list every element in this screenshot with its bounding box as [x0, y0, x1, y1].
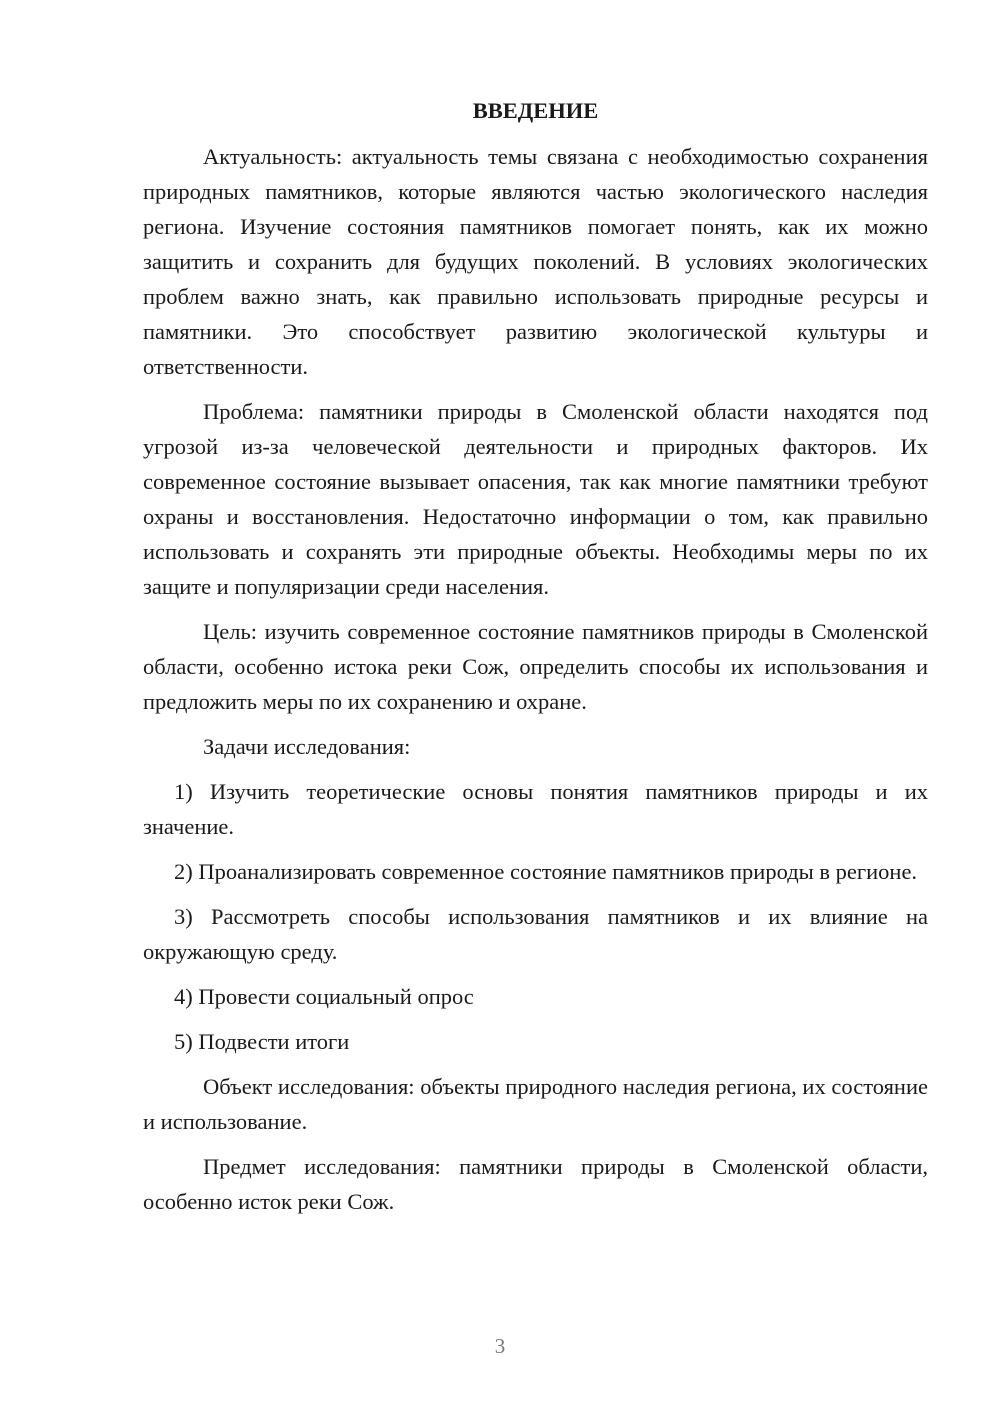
task-item-4: 4) Провести социальный опрос: [174, 984, 474, 1009]
task-item-1: 1) Изучить теоретические основы понятия памятников природы и их значение.: [143, 779, 928, 839]
task-item-2: 2) Проанализировать современное состояние памятников природы в регионе.: [174, 859, 918, 884]
task-item-5: 5) Подвести итоги: [174, 1029, 350, 1054]
task-item-3: 3) Рассмотреть способы использования памятников и их влияние на окружающую среду.: [143, 904, 928, 964]
tasks-heading: Задачи исследования:: [203, 734, 411, 759]
paragraph-object: Объект исследования: объекты природного наследия региона, их состояние и использование.: [143, 1074, 928, 1134]
document-page: [143, 95, 928, 1229]
paragraph-relevance: Актуальность: актуальность темы связана с необходимостью сохранения природных памятников, которые являются частью экологического наследия региона. Изучение состояния памятников помогает понять, как их можно защитить и сохранить для будущих поколений. В условиях экологических проблем важно знать, как правильно использовать природные ресурсы и памятники. Это способствует развитию экологической культуры и ответственности.: [143, 144, 928, 379]
paragraph-subject: Предмет исследования: памятники природы в Смоленской области, особенно исток реки Сож.: [143, 1154, 928, 1214]
paragraph-problem: Проблема: памятники природы в Смоленской области находятся под угрозой из-за человеческой деятельности и природных факторов. Их современное состояние вызывает опасения, так как многие памятники требуют охраны и восстановления. Недостаточно информации о том, как правильно использовать и сохранять эти природные объекты. Необходимы меры по их защите и популяризации среди населения.: [143, 399, 928, 599]
page-title: ВВЕДЕНИЕ: [472, 98, 599, 123]
page-number: 3: [494, 1334, 506, 1358]
paragraph-goal: Цель: изучить современное состояние памятников природы в Смоленской области, особенно истока реки Сож, определить способы их использования и предложить меры по их сохранению и охране.: [143, 619, 928, 714]
